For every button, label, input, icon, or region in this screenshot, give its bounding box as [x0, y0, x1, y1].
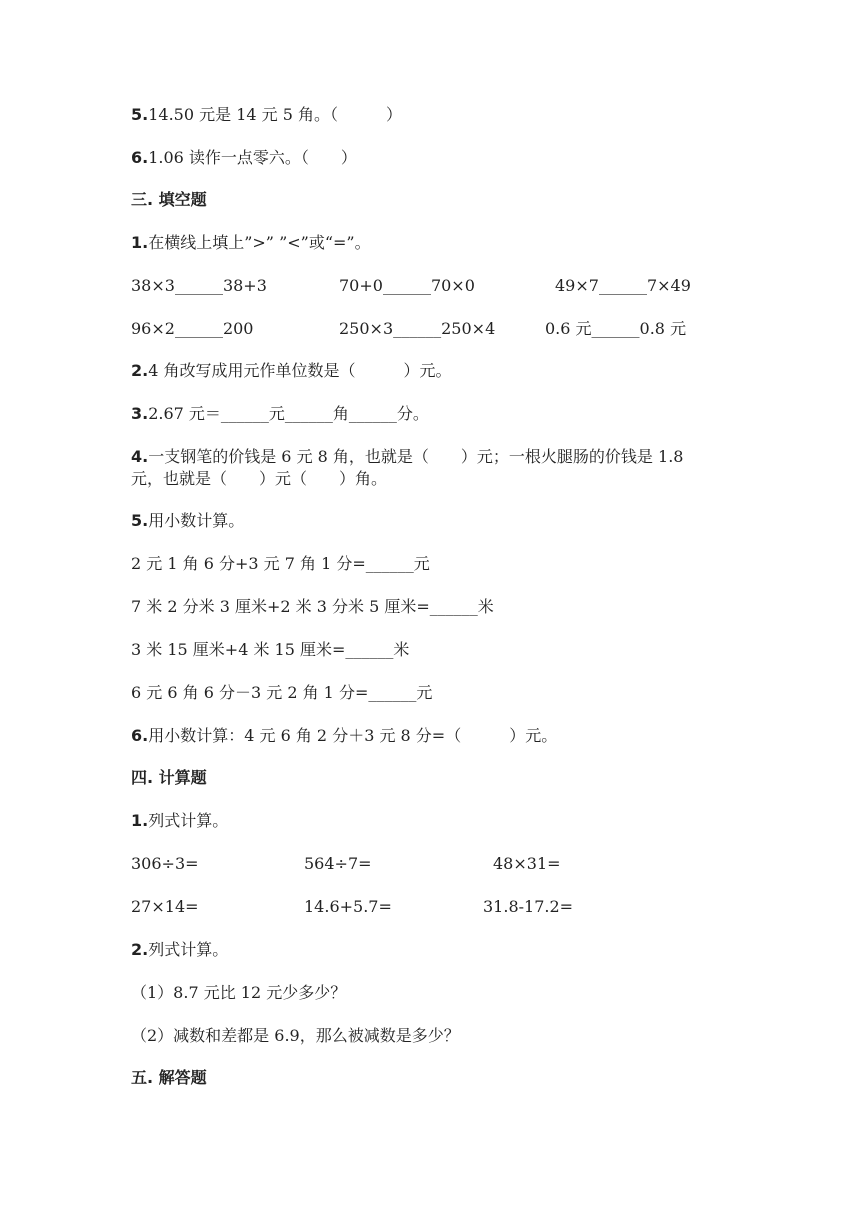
sub-question-1: （1）8.7 元比 12 元少多少？	[131, 983, 347, 1002]
sub-question-2: （2）减数和差都是 6.9，那么被减数是多少？	[131, 1026, 460, 1045]
question-text: 4 角改写成用元作单位数是（ ）元。	[148, 361, 452, 380]
question-text: 一支钢笔的价钱是 6 元 8 角，也就是（ ）元；一根火腿肠的价钱是 1.8	[148, 447, 684, 466]
judge-question-6	[131, 148, 357, 168]
fill-question-6	[131, 726, 557, 746]
compare-item: 0.6 元______0.8 元	[545, 319, 687, 338]
calc-item: 27×14=	[131, 897, 199, 916]
compare-item: 70+0______70×0	[339, 276, 475, 295]
fill-question-4-continued: 元，也就是（ ）元（ ）角。	[131, 469, 388, 488]
question-text: 1.06 读作一点零六。（ ）	[148, 148, 357, 167]
compare-item: 38×3______38+3	[131, 276, 267, 295]
calc-line: 3 米 15 厘米+4 米 15 厘米=______米	[131, 640, 410, 659]
compare-item: 49×7______7×49	[555, 276, 691, 295]
calc-item: 564÷7=	[304, 854, 372, 873]
section-title-word-problems: 五. 解答题	[131, 1068, 207, 1087]
section-title-calculation: 四. 计算题	[131, 768, 207, 787]
fill-question-4	[131, 447, 683, 467]
calc-line: 7 米 2 分米 3 厘米+2 米 3 分米 5 厘米=______米	[131, 597, 494, 616]
compare-item: 96×2______200	[131, 319, 254, 338]
question-text: 2.67 元＝______元______角______分。	[148, 404, 429, 423]
compare-item: 250×3______250×4	[339, 319, 496, 338]
question-number: 5.	[131, 105, 149, 124]
question-number: 2.	[131, 940, 149, 959]
calc-line: 6 元 6 角 6 分－3 元 2 角 1 分=______元	[131, 683, 433, 702]
fill-question-1	[131, 233, 371, 253]
question-number: 1.	[131, 811, 149, 830]
question-number: 6.	[131, 148, 149, 167]
question-text: 列式计算。	[148, 811, 229, 830]
judge-question-5	[131, 105, 402, 125]
calc-question-2	[131, 940, 228, 960]
question-text: 列式计算。	[148, 940, 229, 959]
calc-line: 2 元 1 角 6 分+3 元 7 角 1 分=______元	[131, 554, 430, 573]
question-text: 14.50 元是 14 元 5 角。（ ）	[148, 105, 402, 124]
question-number: 3.	[131, 404, 149, 423]
calc-item: 31.8-17.2=	[483, 897, 574, 916]
fill-question-5	[131, 511, 244, 531]
section-title-fill-in: 三. 填空题	[131, 190, 207, 209]
question-text: 在横线上填上”>” ”<”或“=”。	[148, 233, 371, 252]
question-text: 用小数计算：4 元 6 角 2 分＋3 元 8 分=（ ）元。	[148, 726, 558, 745]
calc-item: 14.6+5.7=	[304, 897, 392, 916]
question-number: 4.	[131, 447, 149, 466]
question-number: 1.	[131, 233, 149, 252]
calc-item: 48×31=	[493, 854, 561, 873]
question-number: 5.	[131, 511, 149, 530]
question-number: 2.	[131, 361, 149, 380]
calc-question-1	[131, 811, 228, 831]
calc-item: 306÷3=	[131, 854, 199, 873]
question-text: 用小数计算。	[148, 511, 245, 530]
question-number: 6.	[131, 726, 149, 745]
fill-question-3	[131, 404, 429, 424]
fill-question-2	[131, 361, 452, 381]
